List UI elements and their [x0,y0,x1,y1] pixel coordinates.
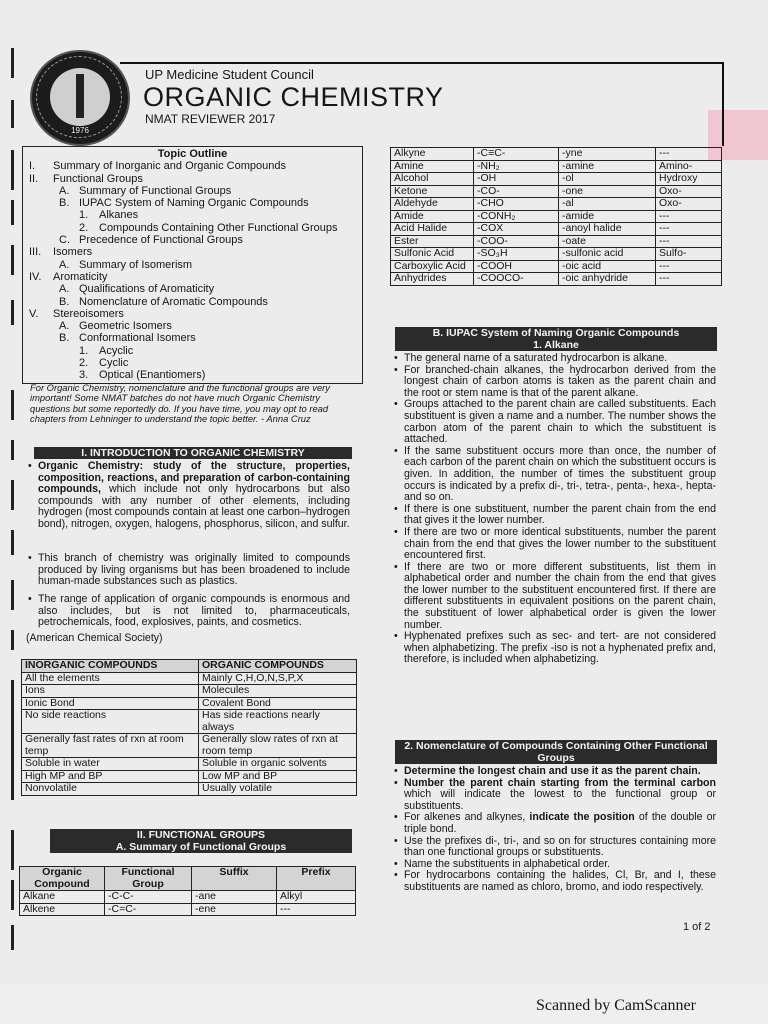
table-row [20,891,356,904]
intro-source: (American Chemical Society) [26,632,163,644]
list-item: • For branched-chain alkanes, the hydrocarbon derived from the longest chain of carbon atoms is taken as the parent chain and the root or stem name is that of the parent alkane. [394,365,716,400]
outline-item-number: II. [29,172,39,185]
table-row [391,260,722,273]
outline-item-number: B. [59,295,70,308]
page-number: 1 of 2 [683,921,711,933]
outline-item-number: A. [59,258,70,271]
topic-outline-box [22,146,363,384]
binder-marks [11,0,19,960]
outline-item-text: Summary of Functional Groups [79,184,232,197]
table-cell: Ions [22,685,199,698]
table-cell: Ester [391,235,474,248]
table-row [391,160,722,173]
table-cell: -NH₂ [474,160,559,173]
list-item: • For hydrocarbons containing the halides, Cl, Br, and I, these substituents are named as chloro, bromo, and iodo respectively. [394,870,716,893]
table-cell: --- [277,903,356,916]
list-item: • If there are two or more identical substituents, number the parent chain from the end that gives the lower number to the substituent encountered first. [394,527,716,562]
table-cell: --- [656,223,722,236]
table-cell: -C≡C- [474,148,559,161]
column-header: Suffix [192,867,277,891]
table-cell: Covalent Bond [199,697,357,710]
outline-item [23,209,362,221]
outline-item [23,259,362,271]
table-cell: -COO- [474,235,559,248]
table-row [22,734,357,758]
outline-item [23,369,362,381]
outline-item [23,160,362,172]
table-cell: Alkyne [391,148,474,161]
table-row [391,248,722,261]
study-note: For Organic Chemistry, nomenclature and the functional groups are very important! Some NMAT batches do not have much Organic Chemistry questions but some reportedly do. If you have time, you may opt to read chapters from Lehninger to understand the topic better. - Anna Cruz [30,382,330,424]
table-cell: -C=C- [105,903,192,916]
table-cell: Hydroxy [656,173,722,186]
table-cell: No side reactions [22,710,199,734]
table-cell: -amide [559,210,656,223]
subsection-heading-summary: A. Summary of Functional Groups [50,841,352,853]
table-cell: -OH [474,173,559,186]
outline-item-text: Geometric Isomers [79,320,172,333]
table-row [391,210,722,223]
outline-item-text: Compounds Containing Other Functional Groups [99,221,338,234]
outline-item-number: 1. [79,344,89,357]
outline-item [23,308,362,320]
table-cell: Generally fast rates of rxn at room temp [22,734,199,758]
intro-paragraph-3: • The range of application of organic compounds is enormous and also includes, but is not limited to, pharmaceuticals, petrochemicals, food, explosives, paints, and cosmetics. [28,593,350,629]
table-cell: -COX [474,223,559,236]
outline-item-number: B. [59,197,70,210]
table-cell: -sulfonic acid [559,248,656,261]
outline-item-number: 1. [79,209,89,222]
table-cell: -CONH₂ [474,210,559,223]
intro-paragraph-1: • Organic Chemistry: study of the structure, properties, composition, reactions, and preparation of carbon-containing compounds, which include not only hydrocarbons but also compounds with any number of other elements, including hydrogen (most compounds contain at least one carbon–hydrogen bond), nitrogen, oxygen, halogens, phosphorus, silicon, and sulfur. [28,460,350,530]
outline-item-number: V. [29,307,39,320]
outline-item-number: B. [59,332,70,345]
other-groups-rules-list [394,766,716,894]
functional-groups-table-left [19,866,356,916]
functional-groups-table-right [390,147,722,286]
table-cell: --- [656,148,722,161]
table-cell: Acid Halide [391,223,474,236]
section-heading-other-groups: 2. Nomenclature of Compounds Containing Other Functional Groups [395,740,717,764]
column-header: Prefix [277,867,356,891]
table-cell: Ionic Bond [22,697,199,710]
table-cell: Anhydrides [391,273,474,286]
table-cell: High MP and BP [22,770,199,783]
scanner-watermark: Scanned by CamScanner [536,997,696,1014]
table-cell: Amide [391,210,474,223]
list-item: • If the same substituent occurs more than once, the number of each carbon of the parent chain on which the substituent occurs is given. In addition, the number of times the substituent group occurs is indicated by a prefix di-, tri-, tetra-, penta-, hexa-, hepta- and so on. [394,446,716,504]
table-cell: -CHO [474,198,559,211]
table-cell: --- [656,235,722,248]
table-cell: -CO- [474,185,559,198]
table-cell: Alcohol [391,173,474,186]
outline-item [23,234,362,246]
table-cell: Soluble in organic solvents [199,758,357,771]
outline-item-number: A. [59,184,70,197]
table-cell: Molecules [199,685,357,698]
list-item: • For alkenes and alkynes, indicate the position of the double or triple bond. [394,812,716,835]
outline-item-number: I. [29,160,36,173]
table-cell: -C-C- [105,891,192,904]
intro-paragraph-2: • This branch of chemistry was originally limited to compounds produced by living organisms but has been broadened to include human-made substances such as plastics. [28,552,350,588]
table-row [22,685,357,698]
reviewer-label: NMAT REVIEWER 2017 [145,112,276,126]
table-row [22,770,357,783]
table-row [391,198,722,211]
inorganic-organic-table [21,659,357,796]
table-cell: --- [656,210,722,223]
section-heading-iupac: B. IUPAC System of Naming Organic Compounds [395,327,717,339]
outline-item-text: Qualifications of Aromaticity [79,283,215,296]
table-cell: -yne [559,148,656,161]
outline-item-number: A. [59,320,70,333]
table-row [22,710,357,734]
list-item: • If there is one substituent, number the parent chain from the end that gives it the lower number. [394,504,716,527]
outline-item-text: Precedence of Functional Groups [79,234,243,247]
list-item: • Groups attached to the parent chain are called substituents. Each substituent is given a name and a number. The number shows the carbon atom of the parent chain to which the substituent is attached. [394,399,716,445]
table-row [22,758,357,771]
section-heading-intro: I. INTRODUCTION TO ORGANIC CHEMISTRY [34,447,352,459]
table-cell: -COOH [474,260,559,273]
table-row [391,223,722,236]
table-cell: Generally slow rates of rxn at room temp [199,734,357,758]
column-header: INORGANIC COMPOUNDS [22,660,199,673]
outline-item-text: IUPAC System of Naming Organic Compounds [79,197,309,210]
table-cell: -ene [192,903,277,916]
outline-item [23,357,362,369]
table-row [22,697,357,710]
outline-item [23,283,362,295]
table-cell: Has side reactions nearly always [199,710,357,734]
outline-item [23,185,362,197]
outline-item [23,320,362,332]
table-cell: --- [656,260,722,273]
table-cell: Sulfonic Acid [391,248,474,261]
table-row [22,783,357,796]
table-cell: -amine [559,160,656,173]
column-header: ORGANIC COMPOUNDS [199,660,357,673]
table-cell: Aldehyde [391,198,474,211]
outline-item [23,173,362,185]
outline-item-text: Functional Groups [53,172,143,185]
table-cell: Oxo- [656,198,722,211]
outline-item-text: Acyclic [99,344,134,357]
list-item: • Number the parent chain starting from the terminal carbon which will indicate the lowest to the functional group or substituents. [394,778,716,813]
outline-item [23,296,362,308]
table-row [20,903,356,916]
outline-title: Topic Outline [157,148,228,160]
table-cell: -one [559,185,656,198]
table-cell: -al [559,198,656,211]
header-rule-vertical [722,62,724,146]
outline-item [23,222,362,234]
outline-item [23,345,362,357]
list-item: • Use the prefixes di-, tri-, and so on for structures containing more than one functional groups or substituents. [394,836,716,859]
table-cell: Alkyl [277,891,356,904]
outline-item-text: Optical (Enantiomers) [99,369,206,382]
table-cell: Amine [391,160,474,173]
table-cell: --- [656,273,722,286]
table-cell: All the elements [22,672,199,685]
outline-item-text: Summary of Isomerism [79,258,193,271]
table-cell: Oxo- [656,185,722,198]
council-seal-logo: 1976 [30,50,130,146]
outline-item-text: Aromaticity [53,270,108,283]
outline-item-number: 3. [79,369,89,382]
table-cell: -SO₃H [474,248,559,261]
table-cell: -oate [559,235,656,248]
council-name: UP Medicine Student Council [145,67,314,82]
table-row [22,672,357,685]
outline-item-text: Conformational Isomers [79,332,196,345]
outline-item [23,271,362,283]
table-cell: -COOCO- [474,273,559,286]
list-item: • Determine the longest chain and use it as the parent chain. [394,766,716,778]
list-item: • If there are two or more different substituents, list them in alphabetical order and number the chain from the end that gives the lower number to the substituent encountered first. If there are different substituents in equivalent positions on the parent chain, the substituent of lower alphabetical order is given the lower number. [394,562,716,632]
table-cell: Soluble in water [22,758,199,771]
table-row [391,148,722,161]
table-row [391,185,722,198]
table-cell: -oic anhydride [559,273,656,286]
outline-item-number: 2. [79,357,89,370]
table-cell: Mainly C,H,O,N,S,P,X [199,672,357,685]
table-cell: -ol [559,173,656,186]
outline-item [23,197,362,209]
outline-item-text: Stereoisomers [53,307,124,320]
table-cell: -anoyl halide [559,223,656,236]
column-header: Functional Group [105,867,192,891]
table-row [391,235,722,248]
table-cell: -ane [192,891,277,904]
outline-item-number: III. [29,246,42,259]
table-cell: Alkane [20,891,105,904]
list-item: • Hyphenated prefixes such as sec- and tert- are not considered when alphabetizing. The prefix -iso is not a hyphenated prefix and, therefore, is included when alphabetizing. [394,631,716,666]
list-item: • The general name of a saturated hydrocarbon is alkane. [394,353,716,365]
outline-item-number: 2. [79,221,89,234]
header-rule [120,62,724,64]
outline-item-number: A. [59,283,70,296]
outline-item-text: Alkanes [99,209,139,222]
table-row [391,273,722,286]
iupac-rules-list [394,353,716,666]
page-title: ORGANIC CHEMISTRY [143,82,444,112]
table-cell: Low MP and BP [199,770,357,783]
table-cell: Carboxylic Acid [391,260,474,273]
outline-item-text: Summary of Inorganic and Organic Compounds [53,160,286,173]
table-cell: Amino- [656,160,722,173]
outline-item-text: Isomers [53,246,93,259]
subsection-heading-alkane: 1. Alkane [395,339,717,351]
table-row [391,173,722,186]
table-cell: Usually volatile [199,783,357,796]
outline-item-text: Cyclic [99,357,129,370]
column-header: Organic Compound [20,867,105,891]
table-cell: Ketone [391,185,474,198]
outline-item-number: C. [59,234,70,247]
outline-item [23,332,362,344]
section-heading-functional-groups: II. FUNCTIONAL GROUPS [50,829,352,841]
outline-item-number: IV. [29,270,42,283]
table-cell: Nonvolatile [22,783,199,796]
outline-item [23,246,362,258]
list-item: • Name the substituents in alphabetical order. [394,859,716,871]
table-cell: Alkene [20,903,105,916]
table-cell: -oic acid [559,260,656,273]
outline-item-text: Nomenclature of Aromatic Compounds [79,295,268,308]
table-cell: Sulfo- [656,248,722,261]
